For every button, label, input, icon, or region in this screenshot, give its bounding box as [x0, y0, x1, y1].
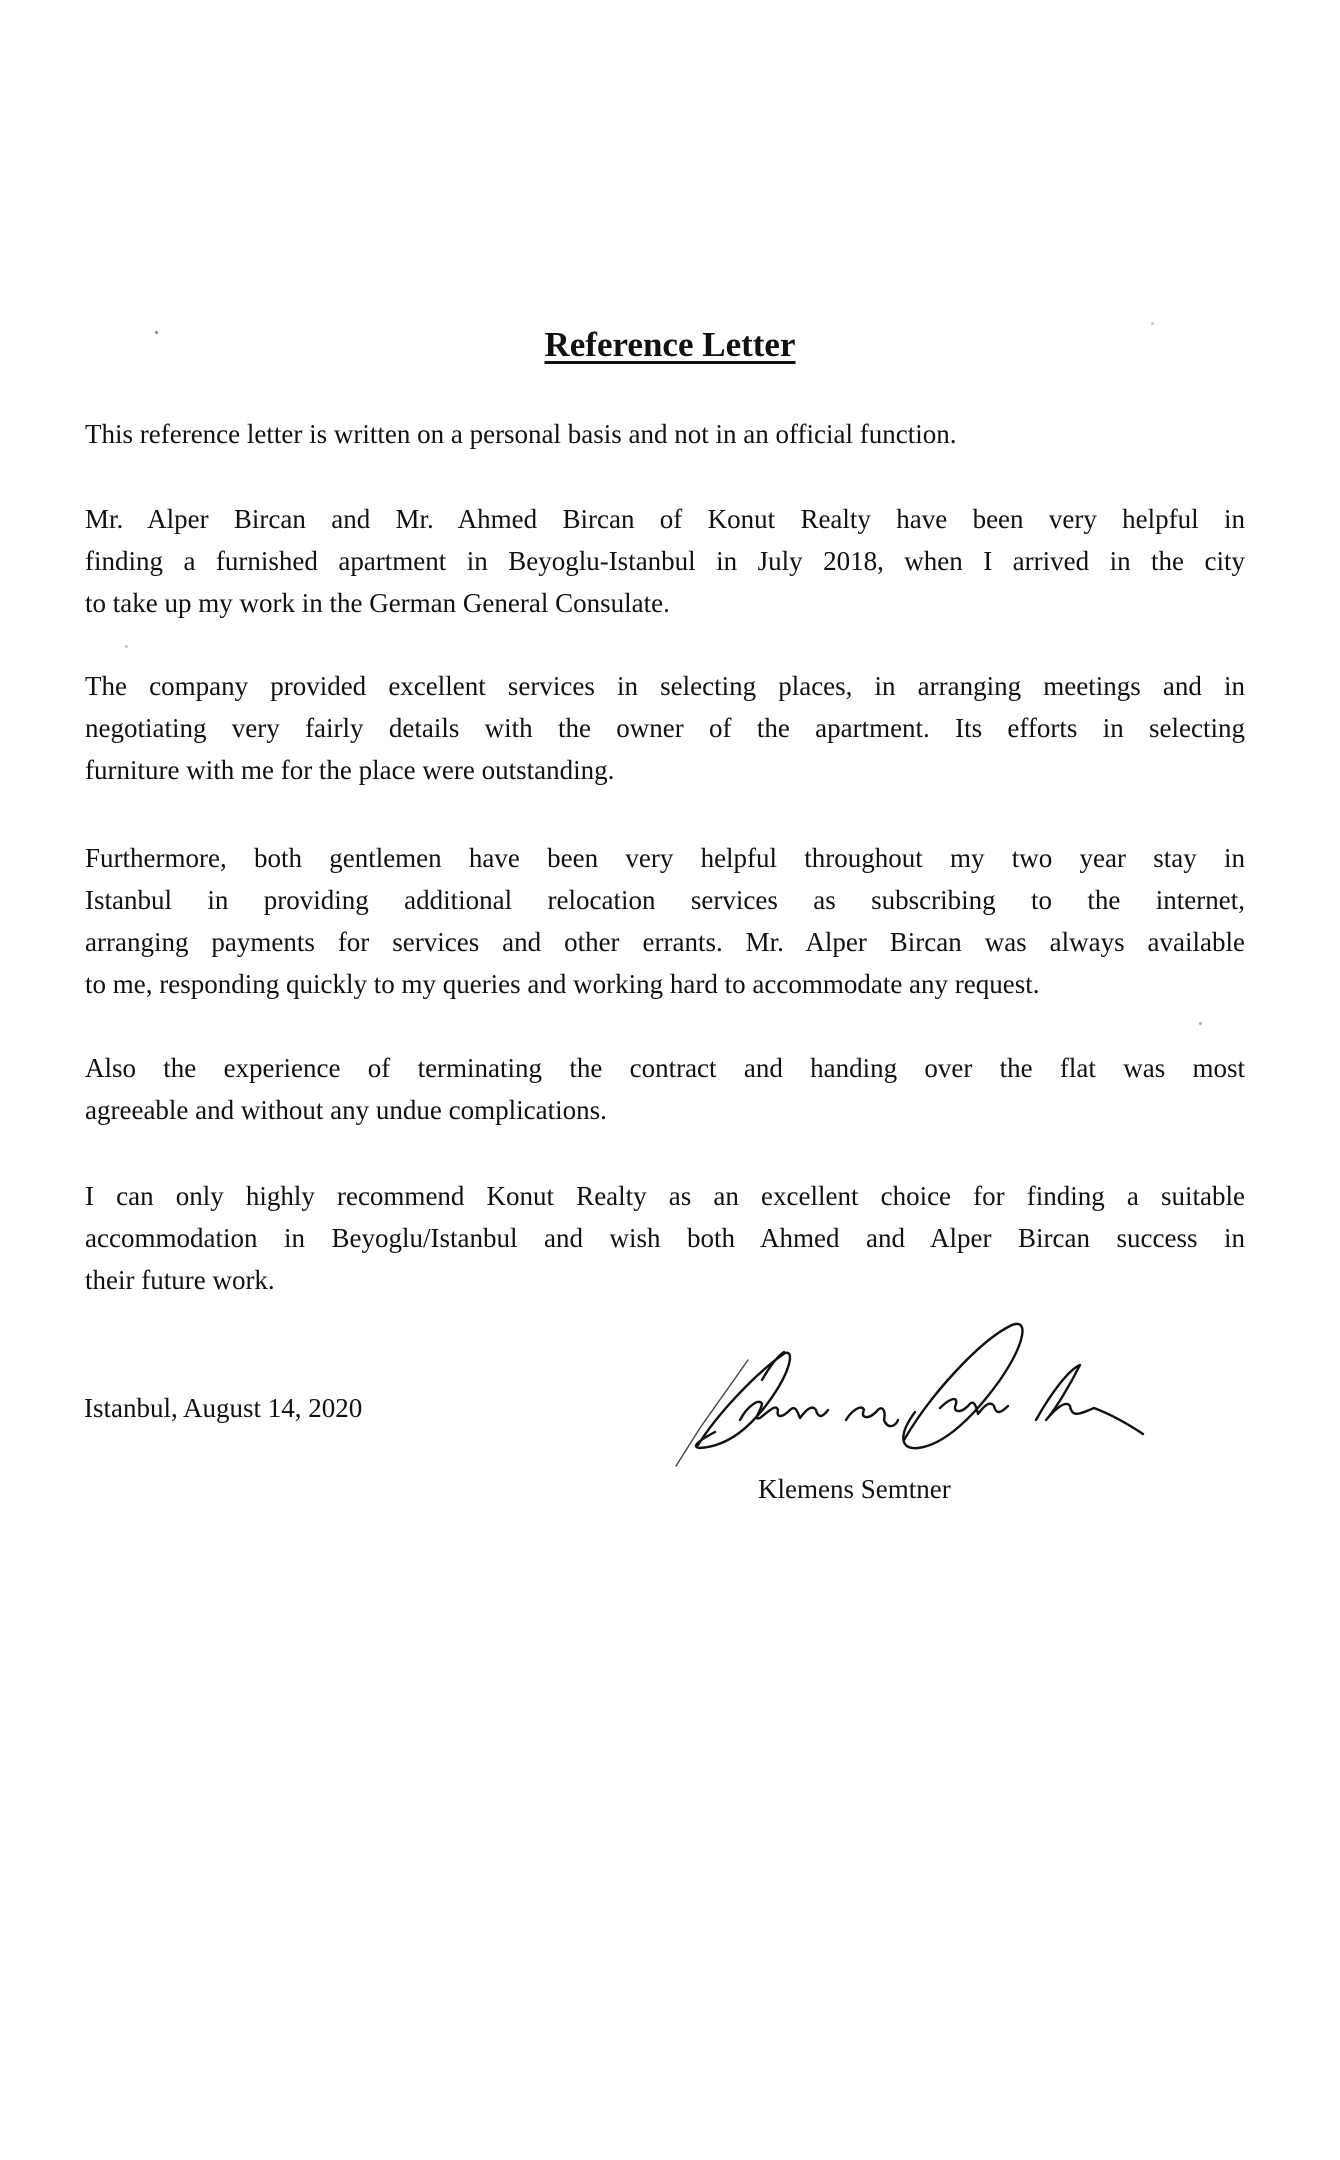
text-line: This reference letter is written on a personal basis and not in an official function.	[85, 419, 957, 449]
signer-name: Klemens Semtner	[758, 1474, 951, 1504]
text-line: to take up my work in the German General Consulate.	[85, 588, 670, 618]
scan-speck	[155, 331, 158, 334]
paragraph-relocation-services	[85, 837, 1245, 1005]
text-line: Furthermore, both gentlemen have been very helpful throughout my two year stay in	[85, 843, 1245, 873]
text-line: I can only highly recommend Konut Realty as an excellent choice for finding a suitable	[85, 1181, 1245, 1211]
text-line: agreeable and without any undue complications.	[85, 1095, 607, 1125]
text-line: arranging payments for services and other errants. Mr. Alper Bircan was always available	[85, 927, 1245, 957]
scan-speck	[125, 645, 128, 648]
place-and-date: Istanbul, August 14, 2020	[84, 1393, 363, 1423]
text-line: accommodation in Beyoglu/Istanbul and wish both Ahmed and Alper Bircan success in	[85, 1223, 1245, 1253]
text-line: Istanbul in providing additional relocation services as subscribing to the internet,	[85, 885, 1245, 915]
paragraph-apartment-search	[85, 498, 1245, 624]
paragraph-recommendation	[85, 1175, 1245, 1301]
text-line: Mr. Alper Bircan and Mr. Ahmed Bircan of Konut Realty have been very helpful in	[85, 504, 1245, 534]
text-line: finding a furnished apartment in Beyoglu-Istanbul in July 2018, when I arrived in the city	[85, 546, 1245, 576]
text-line: their future work.	[85, 1265, 275, 1295]
text-line: to me, responding quickly to my queries and working hard to accommodate any request.	[85, 969, 1040, 999]
scan-speck	[1199, 1022, 1202, 1025]
text-line: negotiating very fairly details with the owner of the apartment. Its efforts in selecting	[85, 713, 1245, 743]
paragraph-intro	[85, 413, 1245, 455]
text-line: Also the experience of terminating the contract and handing over the flat was most	[85, 1053, 1245, 1083]
letter-title-text: Reference Letter	[544, 325, 796, 364]
text-line: The company provided excellent services in selecting places, in arranging meetings and in	[85, 671, 1245, 701]
scan-speck	[1151, 322, 1154, 325]
paragraph-company-services	[85, 665, 1245, 791]
text-line: furniture with me for the place were outstanding.	[85, 755, 615, 785]
letter-title	[0, 324, 1340, 366]
paragraph-contract-termination	[85, 1047, 1245, 1131]
